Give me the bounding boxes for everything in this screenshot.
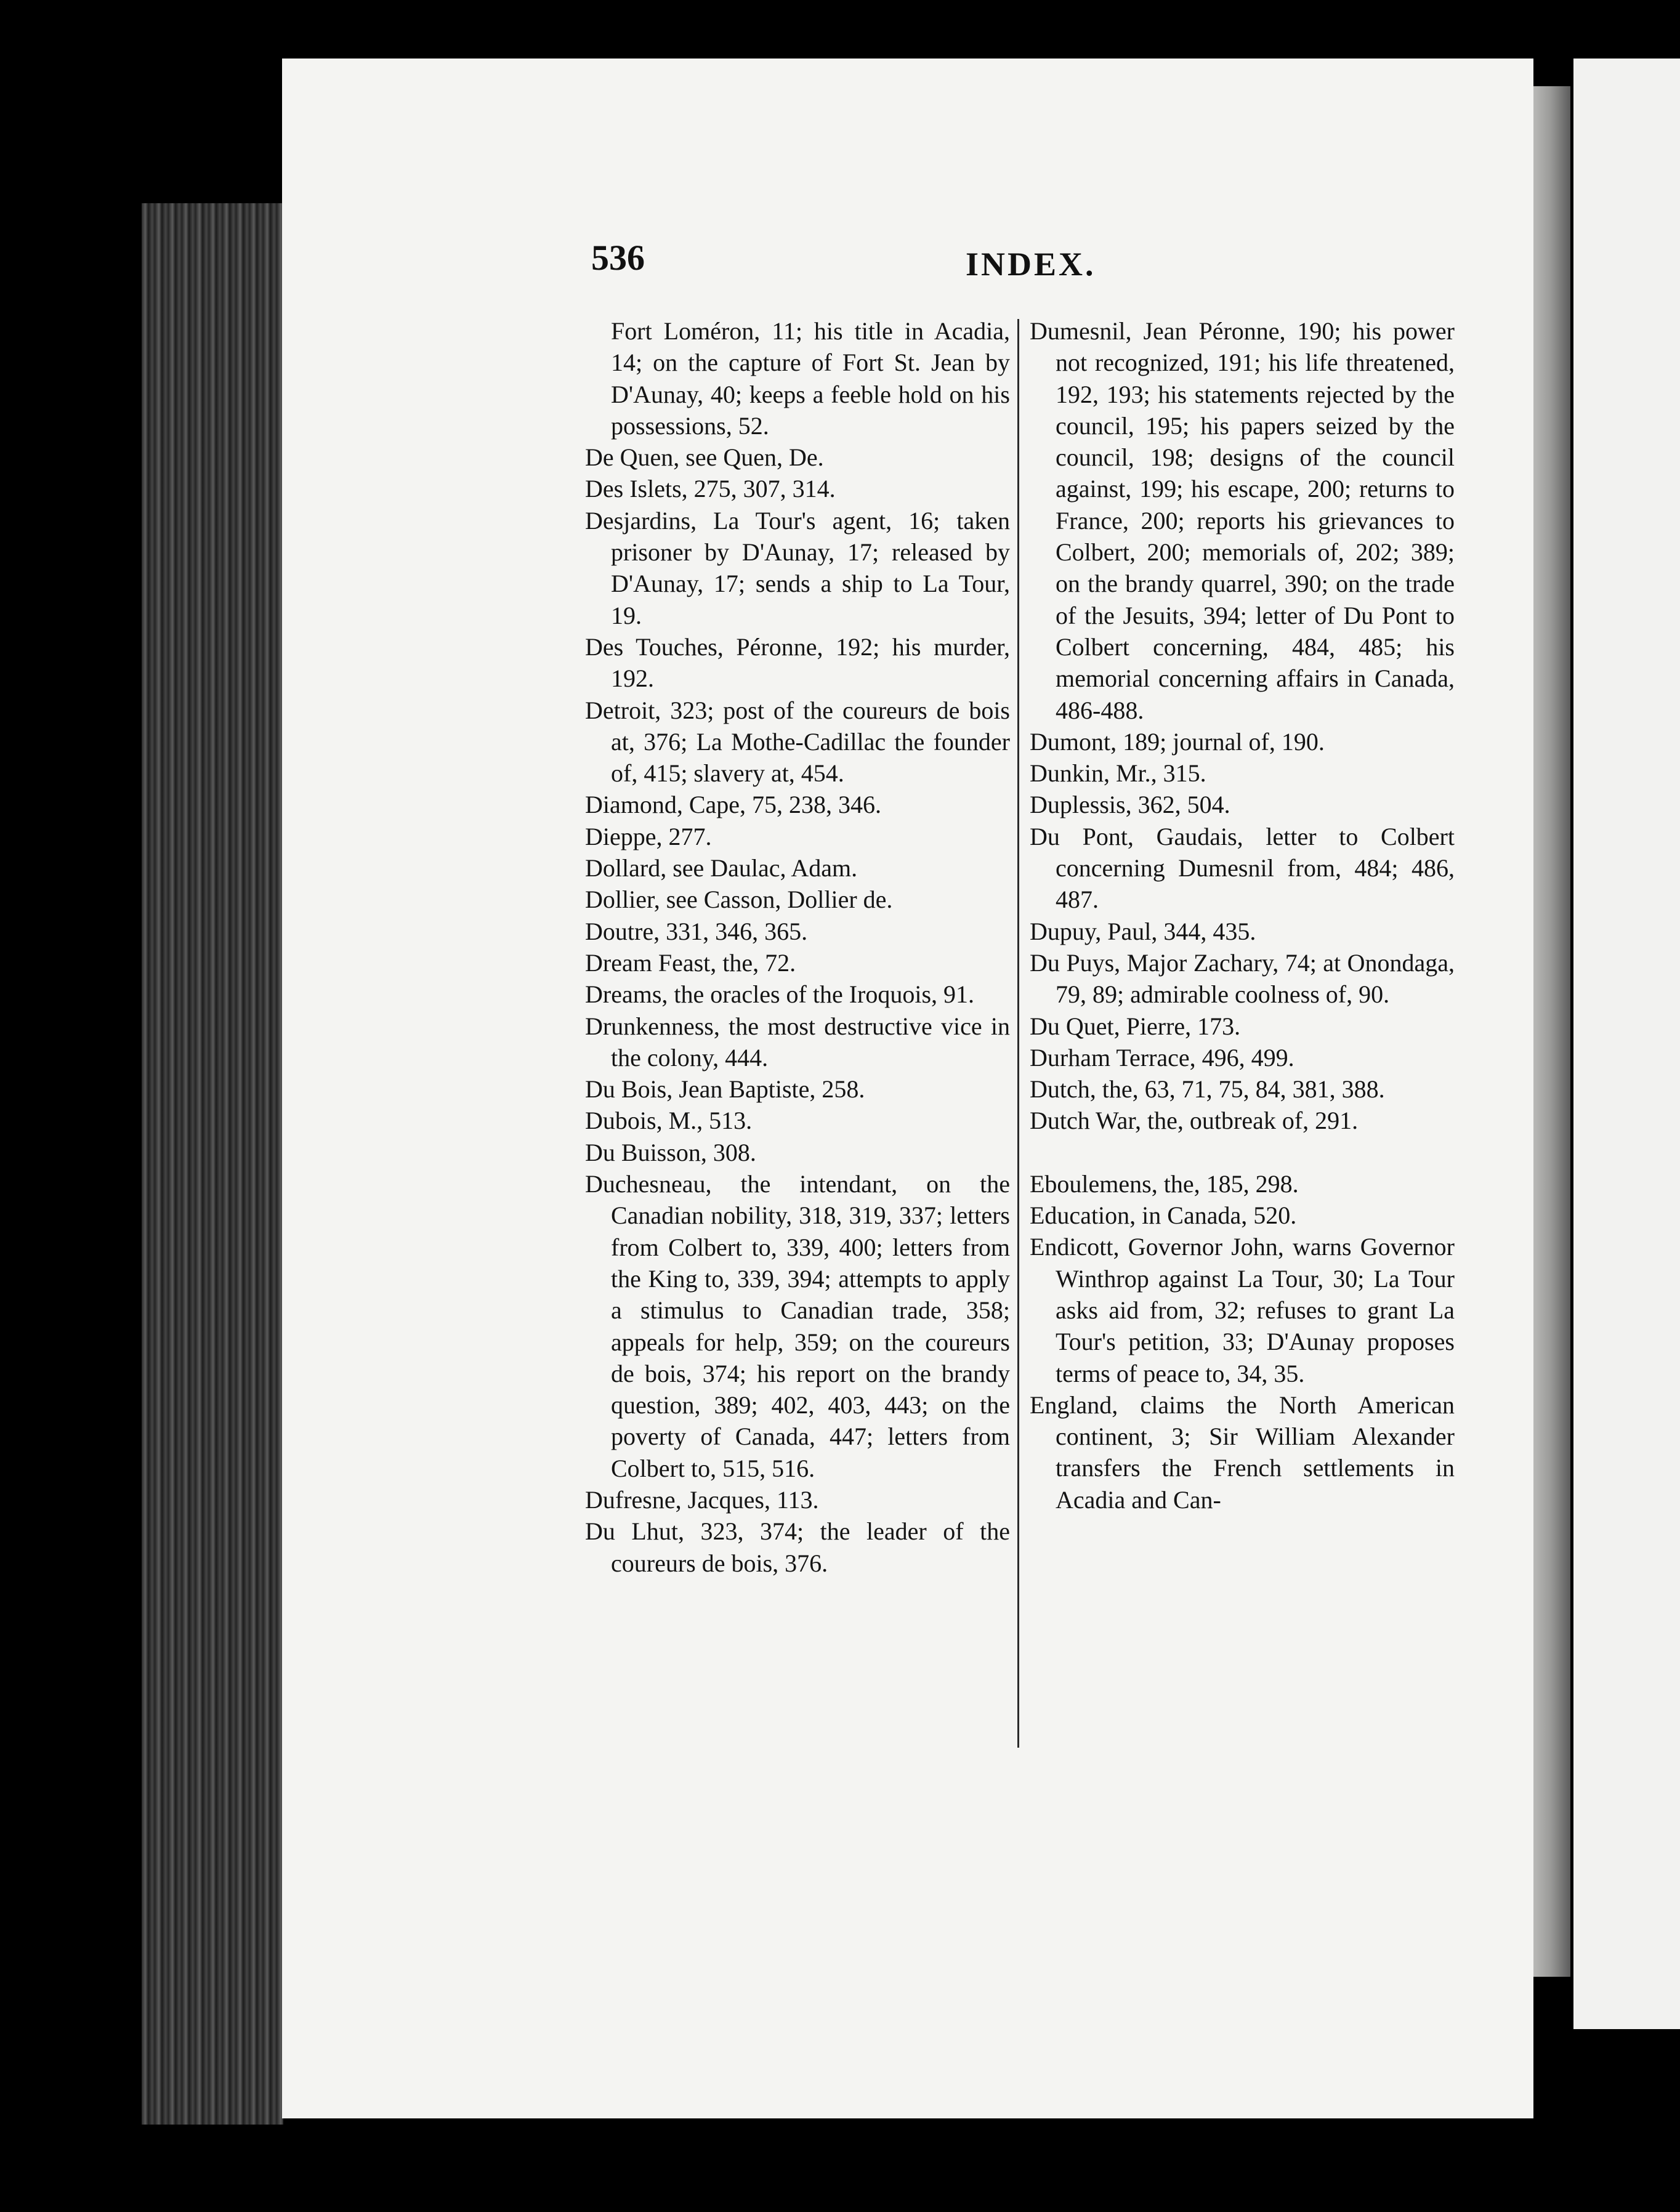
index-entry: Dupuy, Paul, 344, 435. — [1030, 917, 1256, 945]
index-entry: Du Buisson, 308. — [585, 1138, 756, 1166]
index-entry: Endicott, Governor John, warns Governor Winthrop against La Tour, 30; La Tour asks aid from, 32; refuses to grant La Tour's petition, 33; D'Aunay proposes terms of peace to, 34, 35. — [1030, 1233, 1455, 1387]
running-head: INDEX. — [966, 246, 1096, 283]
index-entry: Dumesnil, Jean Péronne, 190; his power not recognized, 191; his life threatened, 192, 193; his statements rejected by the council, 195; his papers seized by the council, 198; designs of the council against, 199; his escape, 200; returns to France, 200; reports his grievances to Colbert, 200; memorials of, 202; 389; on the brandy quarrel, 390; on the trade of the Jesuits, 394; letter of Du Pont to Colbert concerning, 484, 485; his memorial concerning affairs in Canada, 486-488. — [1030, 317, 1455, 724]
index-entry: Du Puys, Major Zachary, 74; at Onondaga, 79, 89; admirable coolness of, 90. — [1030, 948, 1455, 1009]
index-entry: Dunkin, Mr., 315. — [1030, 759, 1206, 788]
index-entry: Dutch, the, 63, 71, 75, 84, 381, 388. — [1030, 1075, 1385, 1104]
index-entry: Dufresne, Jacques, 113. — [585, 1485, 819, 1514]
index-column-right — [1030, 315, 1455, 1516]
index-entry: Dieppe, 277. — [585, 822, 712, 850]
index-entry: Fort Loméron, 11; his title in Acadia, 14; on the capture of Fort St. Jean by D'Aunay, 40; keeps a feeble hold on his possessions, 52. — [611, 317, 1010, 440]
index-entry: Dumont, 189; journal of, 190. — [1030, 727, 1325, 756]
index-entry: Du Lhut, 323, 374; the leader of the coureurs de bois, 376. — [585, 1517, 1010, 1577]
index-entry: Dreams, the oracles of the Iroquois, 91. — [585, 980, 975, 1009]
index-entry: Desjardins, La Tour's agent, 16; taken prisoner by D'Aunay, 17; released by D'Aunay, 17; sends a ship to La Tour, 19. — [585, 506, 1010, 629]
index-entry: Duplessis, 362, 504. — [1030, 791, 1230, 819]
index-entry: Dubois, M., 513. — [585, 1107, 753, 1135]
index-entry: Dream Feast, the, 72. — [585, 948, 796, 977]
index-entry: England, claims the North American continent, 3; Sir William Alexander transfers the French settlements in Acadia and Can- — [1030, 1391, 1455, 1514]
book-page-edges — [142, 203, 283, 2125]
index-entry: Dollard, see Daulac, Adam. — [585, 854, 858, 882]
index-entry: Eboulemens, the, 185, 298. — [1030, 1169, 1299, 1198]
letter-section-gap — [1030, 1137, 1455, 1168]
index-entry: Durham Terrace, 496, 499. — [1030, 1043, 1294, 1072]
index-entry: Des Islets, 275, 307, 314. — [585, 475, 836, 503]
index-entry: Dollier, see Casson, Dollier de. — [585, 886, 893, 914]
index-entry: Des Touches, Péronne, 192; his murder, 192. — [585, 632, 1010, 693]
index-entry: Doutre, 331, 346, 365. — [585, 917, 808, 945]
index-entry: De Quen, see Quen, De. — [585, 443, 824, 472]
index-entry: Du Bois, Jean Baptiste, 258. — [585, 1075, 865, 1104]
index-entry: Diamond, Cape, 75, 238, 346. — [585, 791, 882, 819]
index-entry: Education, in Canada, 520. — [1030, 1201, 1297, 1230]
index-entry: Duchesneau, the intendant, on the Canadian nobility, 318, 319, 337; letters from Colbert to, 339, 400; letters from the King to, 339, 394; attempts to apply a stimulus to Canadian trade, 358; appeals for help, 359; on the coureurs de bois, 374; his report on the brandy question, 389; 402, 403, 443; on the poverty of Canada, 447; letters from Colbert to, 515, 516. — [585, 1170, 1010, 1482]
adjacent-page — [1573, 59, 1680, 2029]
index-entry: Detroit, 323; post of the coureurs de bois at, 376; La Mothe-Cadillac the founder of, 415; slavery at, 454. — [585, 696, 1010, 788]
index-entry: Du Quet, Pierre, 173. — [1030, 1012, 1241, 1040]
page-number: 536 — [591, 238, 645, 278]
index-entry: Drunkenness, the most destructive vice in the colony, 444. — [585, 1012, 1010, 1072]
index-entry: Dutch War, the, outbreak of, 291. — [1030, 1107, 1359, 1135]
index-column-left — [585, 315, 1010, 1579]
column-divider — [1017, 319, 1019, 1748]
index-entry: Du Pont, Gaudais, letter to Colbert concerning Dumesnil from, 484; 486, 487. — [1030, 822, 1455, 914]
